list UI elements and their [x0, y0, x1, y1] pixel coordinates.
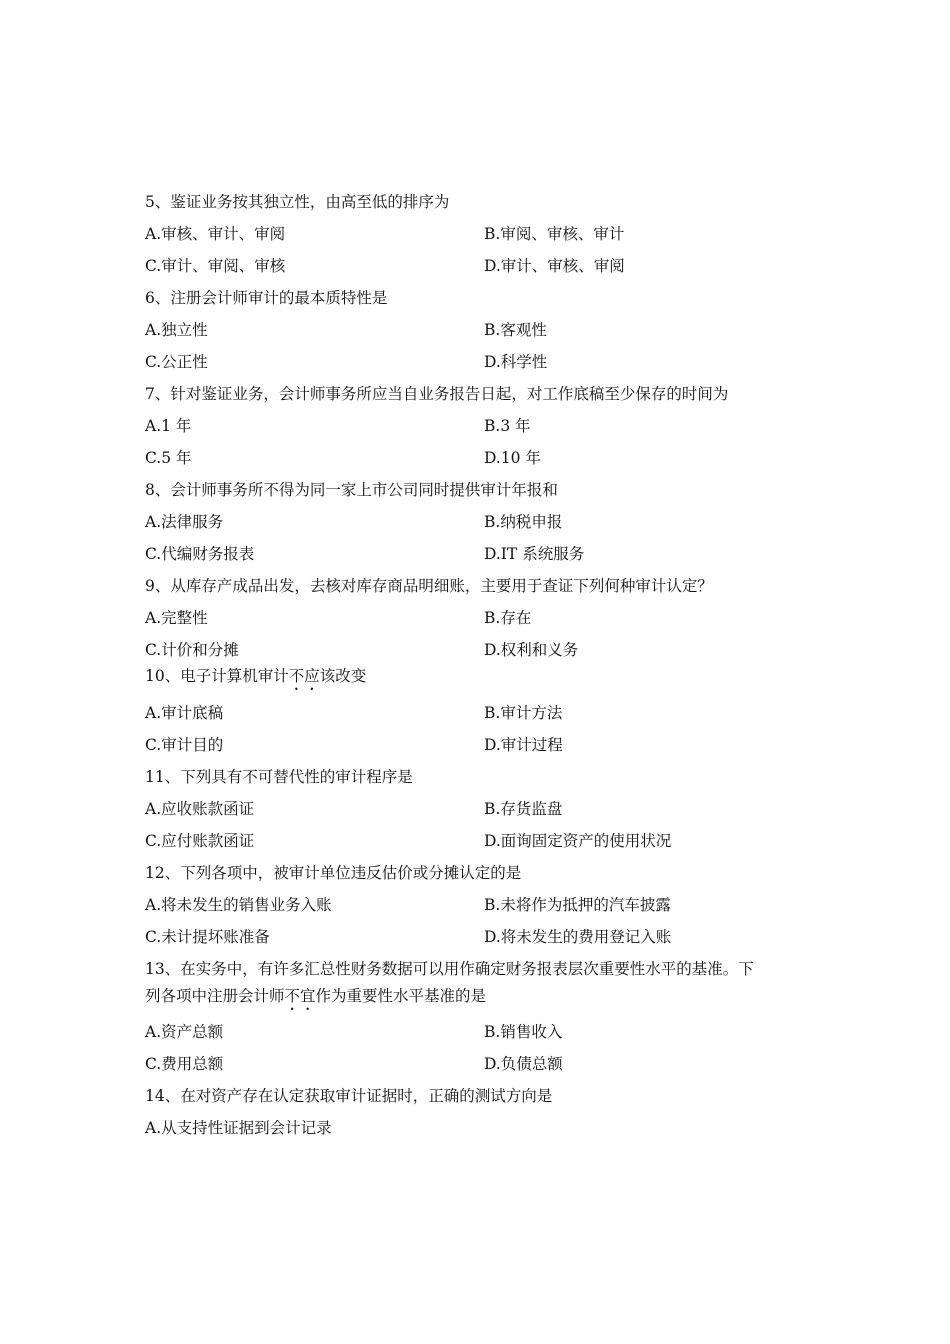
question-7-option-c: C.5 年	[145, 449, 192, 467]
question-12-option-d: D.将未发生的费用登记入账	[484, 928, 672, 946]
question-8-option-c: C.代编财务报表	[145, 545, 255, 563]
question-8-option-d: D.IT 系统服务	[484, 545, 585, 563]
question-13-option-b: B.销售收入	[484, 1023, 563, 1041]
question-9-option-c: C.计价和分摊	[145, 641, 239, 659]
question-13-stem-line-1: 13、在实务中，有许多汇总性财务数据可以用作确定财务报表层次重要性水平的基准。下	[145, 960, 754, 978]
question-11-option-a: A.应收账款函证	[145, 800, 255, 818]
question-7-option-b: B.3 年	[484, 417, 531, 435]
question-9-option-b: B.存在	[484, 609, 532, 627]
question-7-stem: 7、针对鉴证业务，会计师事务所应当自业务报告日起，对工作底稿至少保存的时间为	[145, 385, 729, 403]
question-9-option-d: D.权利和义务	[484, 641, 579, 659]
question-8-option-a: A.法律服务	[145, 513, 224, 531]
question-14-option-a: A.从支持性证据到会计记录	[145, 1119, 332, 1137]
question-8-stem: 8、会计师事务所不得为同一家上市公司同时提供审计年报和	[145, 481, 558, 499]
question-10-option-b: B.审计方法	[484, 704, 563, 722]
question-5-option-c: C.审计、审阅、审核	[145, 257, 286, 275]
question-11-option-c: C.应付账款函证	[145, 832, 255, 850]
question-10-option-c: C.审计目的	[145, 736, 224, 754]
question-6-option-a: A.独立性	[145, 321, 208, 339]
question-8-option-b: B.纳税申报	[484, 513, 563, 531]
question-12-stem: 12、下列各项中，被审计单位违反估价或分摊认定的是	[145, 864, 522, 882]
question-10-stem-emphasis: 不应	[288, 667, 320, 685]
question-13-stem-emphasis: 不宜	[284, 987, 316, 1005]
question-5-option-b: B.审阅、审核、审计	[484, 225, 625, 243]
question-10-stem	[145, 666, 366, 694]
question-13-option-a: A.资产总额	[145, 1023, 224, 1041]
question-10-option-a: A.审计底稿	[145, 704, 224, 722]
question-6-option-b: B.客观性	[484, 321, 547, 339]
question-6-stem: 6、注册会计师审计的最本质特性是	[145, 289, 388, 307]
question-11-stem: 11、下列具有不可替代性的审计程序是	[145, 768, 413, 786]
question-11-option-b: B.存货监盘	[484, 800, 563, 818]
question-10-option-d: D.审计过程	[484, 736, 563, 754]
question-10-stem-post: 该改变	[319, 667, 367, 685]
question-13-stem-post: 作为重要性水平基准的是	[315, 987, 487, 1005]
question-12-option-c: C.未计提坏账准备	[145, 928, 270, 946]
question-9-option-a: A.完整性	[145, 609, 208, 627]
question-11-option-d: D.面询固定资产的使用状况	[484, 832, 672, 850]
question-6-option-c: C.公正性	[145, 353, 208, 371]
question-12-option-b: B.未将作为抵押的汽车披露	[484, 896, 671, 914]
question-7-option-a: A.1 年	[145, 417, 192, 435]
question-9-stem: 9、从库存产成品出发，去核对库存商品明细账，主要用于查证下列何种审计认定？	[145, 577, 713, 595]
question-5-option-a: A.审核、审计、审阅	[145, 225, 286, 243]
question-12-option-a: A.将未发生的销售业务入账	[145, 896, 332, 914]
question-5-option-d: D.审计、审核、审阅	[484, 257, 625, 275]
question-7-option-d: D.10 年	[484, 449, 541, 467]
question-13-option-d: D.负债总额	[484, 1055, 563, 1073]
question-13-option-c: C.费用总额	[145, 1055, 224, 1073]
question-5-stem: 5、鉴证业务按其独立性，由高至低的排序为	[145, 193, 450, 211]
question-6-option-d: D.科学性	[484, 353, 548, 371]
question-10-stem-pre: 10、电子计算机审计	[145, 667, 289, 685]
question-13-stem-line-2	[145, 986, 486, 1014]
question-14-stem: 14、在对资产存在认定获取审计证据时，正确的测试方向是	[145, 1087, 553, 1105]
question-13-stem-pre: 列各项中注册会计师	[145, 987, 285, 1005]
